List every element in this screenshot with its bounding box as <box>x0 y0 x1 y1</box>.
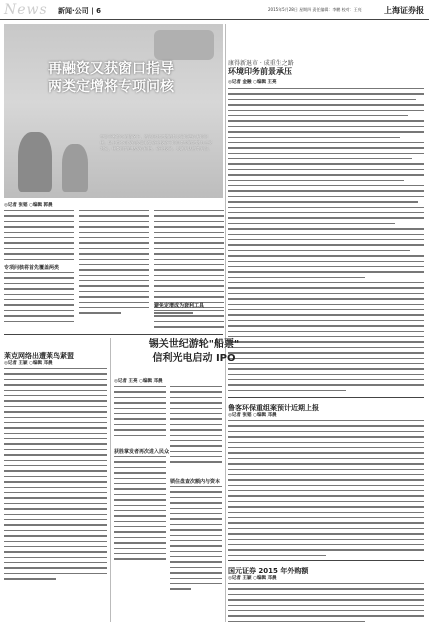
right-bottom-byline: ◎记者 王颖 ○编辑 邓晨 <box>228 576 277 581</box>
article1-subhead1: 专项问核将首先覆盖两类 <box>4 265 60 271</box>
right-bottom-headline: 国元证券 2015 年外购额 <box>228 567 309 575</box>
paper-name: 上海证券报 <box>384 5 424 15</box>
mid-bottom-body-col1 <box>114 386 166 440</box>
left-bottom-headline: 莱克网络出遭莱鸟紧盟 <box>4 352 74 360</box>
photo-figure <box>18 132 52 192</box>
mid-bottom-body-col2 <box>170 386 222 467</box>
mid-bottom-headline-line1: 锡关世纪游轮"船票" <box>148 339 240 350</box>
section-label: 新闻·公司 | 6 <box>58 7 101 15</box>
article1-body-col1b <box>4 272 74 326</box>
brand-wordmark: News <box>4 2 48 18</box>
column-divider <box>110 338 111 622</box>
mid-bottom-headline-line2: 信利光电启动 IPO <box>152 353 236 364</box>
hero-photo <box>4 24 223 198</box>
right-top-byline: ◎记者 金融 ○编辑 王亮 <box>228 80 277 85</box>
section-divider <box>228 397 424 398</box>
right-bottom-body <box>228 583 424 626</box>
right-top-headline: 环境印务前景承压 <box>228 67 292 76</box>
mid-bottom-body-col2b <box>170 486 222 594</box>
article1-body-col1 <box>4 210 74 264</box>
issue-date: 2015年5月28日 星期四 责任编辑：李鹏 校对：王亮 <box>268 7 362 12</box>
article1-subhead2: 避免定增成为套利工具 <box>154 303 205 309</box>
mid-bottom-subhead1: 获胜掌发者再次进入民众 <box>114 449 170 455</box>
hero-caption: 空间不断缩小的情况下，监管层对定增的有关事项进行专项问核。以上市公司发行股票募集资金投资于项目类型的定增为主要对象，核查内容包括发行价格、资金投向、关联方认购等方面。 <box>100 134 212 151</box>
photo-figure <box>62 144 88 192</box>
column-divider <box>225 24 226 622</box>
article1-body-col2 <box>79 210 149 318</box>
right-mid-headline: 鲁客环保重组案预计近期上报 <box>228 404 319 412</box>
hero-headline-line2: 两类定增将专项问核 <box>48 79 174 95</box>
hero-headline-line1: 再融资又获窗口指导 <box>48 61 174 77</box>
photo-figure <box>154 30 214 60</box>
article1-body-col4 <box>154 310 224 332</box>
section-divider <box>4 334 223 335</box>
mid-bottom-subhead2: 锁住盘查次额内与资本 <box>170 479 221 485</box>
left-bottom-byline: ◎记者 王颖 ○编辑 邓晨 <box>4 361 53 366</box>
mid-bottom-body-col1b <box>114 456 166 564</box>
right-top-kicker: 康得新退市 · 成重生之路 <box>228 60 294 67</box>
left-bottom-body <box>4 368 107 584</box>
article1-byline: ◎记者 张韬 ○编辑 郭晨 <box>4 203 53 208</box>
mid-bottom-byline: ◎记者 王亮 ○编辑 邓晨 <box>114 379 163 384</box>
hero-headline <box>48 60 174 96</box>
right-mid-byline: ◎记者 张韬 ○编辑 邓晨 <box>228 413 277 418</box>
mid-bottom-headline <box>114 338 274 366</box>
right-mid-body <box>228 420 424 560</box>
masthead <box>0 0 429 20</box>
